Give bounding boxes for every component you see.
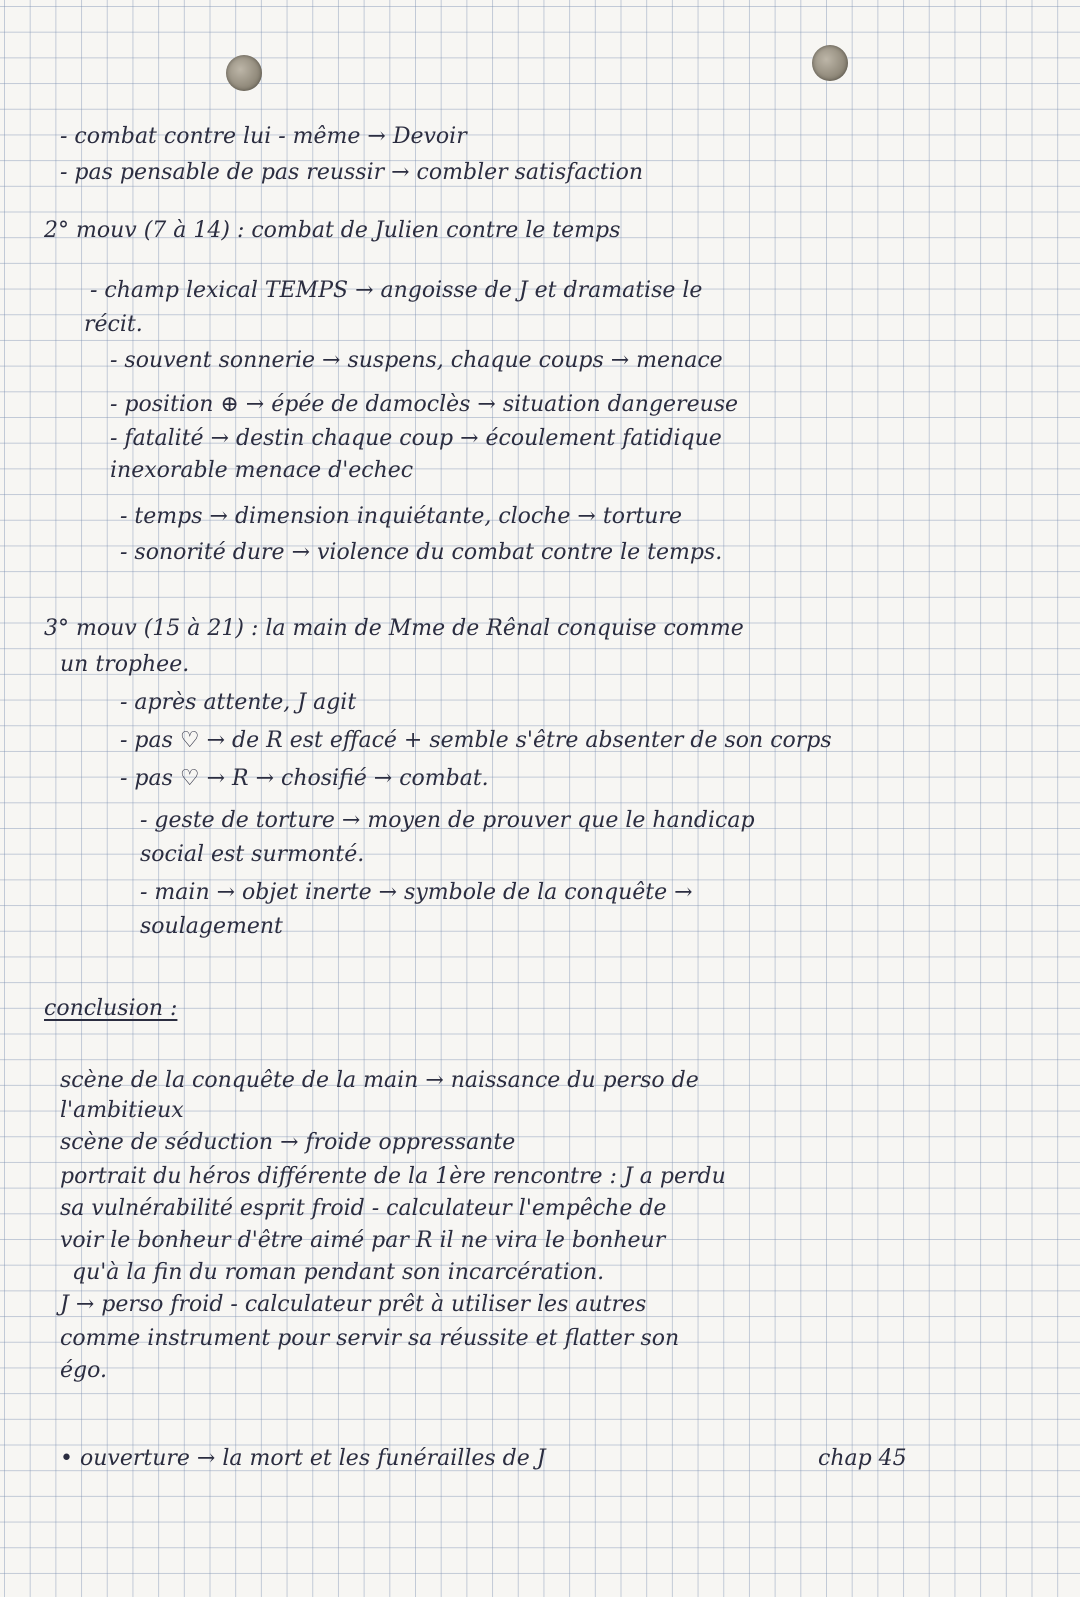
section3-line-8: soulagement bbox=[140, 914, 283, 939]
intro-line-2: - pas pensable de pas reussir → combler satisfaction bbox=[60, 160, 644, 185]
conclusion-line-10: égo. bbox=[60, 1358, 107, 1383]
punch-hole-right-icon bbox=[812, 45, 848, 81]
section2-line-1: - champ lexical TEMPS → angoisse de J et dramatise le bbox=[90, 278, 703, 303]
conclusion-line-4: portrait du héros différente de la 1ère rencontre : J a perdu bbox=[60, 1164, 726, 1189]
section2-line-6: inexorable menace d'echec bbox=[110, 458, 414, 483]
section2-line-4: - position ⊕ → épée de damoclès → situation dangereuse bbox=[110, 392, 739, 417]
section3-line-6: social est surmonté. bbox=[140, 842, 365, 867]
section3-line-4: - pas ♡ → R → chosifié → combat. bbox=[120, 766, 489, 791]
ouverture-line: • ouverture → la mort et les funérailles de J bbox=[60, 1446, 546, 1471]
section2-line-3: - souvent sonnerie → suspens, chaque coups → menace bbox=[110, 348, 723, 373]
conclusion-line-9: comme instrument pour servir sa réussite et flatter son bbox=[60, 1326, 680, 1351]
section3-line-2: - après attente, J agit bbox=[120, 690, 357, 715]
section3-title: 3° mouv (15 à 21) : la main de Mme de Rênal conquise comme bbox=[44, 616, 744, 641]
section3-line-1: un trophee. bbox=[60, 652, 190, 677]
section2-line-2: récit. bbox=[84, 312, 143, 337]
conclusion-line-2: l'ambitieux bbox=[60, 1098, 184, 1123]
conclusion-line-7: qu'à la fin du roman pendant son incarcération. bbox=[72, 1260, 605, 1285]
section2-line-7: - temps → dimension inquiétante, cloche → torture bbox=[120, 504, 683, 529]
section2-title: 2° mouv (7 à 14) : combat de Julien contre le temps bbox=[44, 218, 621, 243]
conclusion-line-1: scène de la conquête de la main → naissance du perso de bbox=[60, 1068, 699, 1093]
section3-line-3: - pas ♡ → de R est effacé + semble s'être absenter de son corps bbox=[120, 728, 832, 753]
section2-line-8: - sonorité dure → violence du combat contre le temps. bbox=[120, 540, 723, 565]
ouverture-chap: chap 45 bbox=[818, 1446, 907, 1471]
conclusion-line-5: sa vulnérabilité esprit froid - calculateur l'empêche de bbox=[60, 1196, 667, 1221]
section3-line-5: - geste de torture → moyen de prouver que le handicap bbox=[140, 808, 755, 833]
section2-line-5: - fatalité → destin chaque coup → écoulement fatidique bbox=[110, 426, 722, 451]
conclusion-line-6: voir le bonheur d'être aimé par R il ne vira le bonheur bbox=[60, 1228, 666, 1253]
conclusion-line-8: J → perso froid - calculateur prêt à utiliser les autres bbox=[60, 1292, 647, 1317]
conclusion-heading: conclusion : bbox=[44, 996, 178, 1021]
conclusion-line-3: scène de séduction → froide oppressante bbox=[60, 1130, 516, 1155]
intro-line-1: - combat contre lui - même → Devoir bbox=[60, 124, 467, 149]
punch-hole-left-icon bbox=[226, 55, 262, 91]
section3-line-7: - main → objet inerte → symbole de la conquête → bbox=[140, 880, 693, 905]
